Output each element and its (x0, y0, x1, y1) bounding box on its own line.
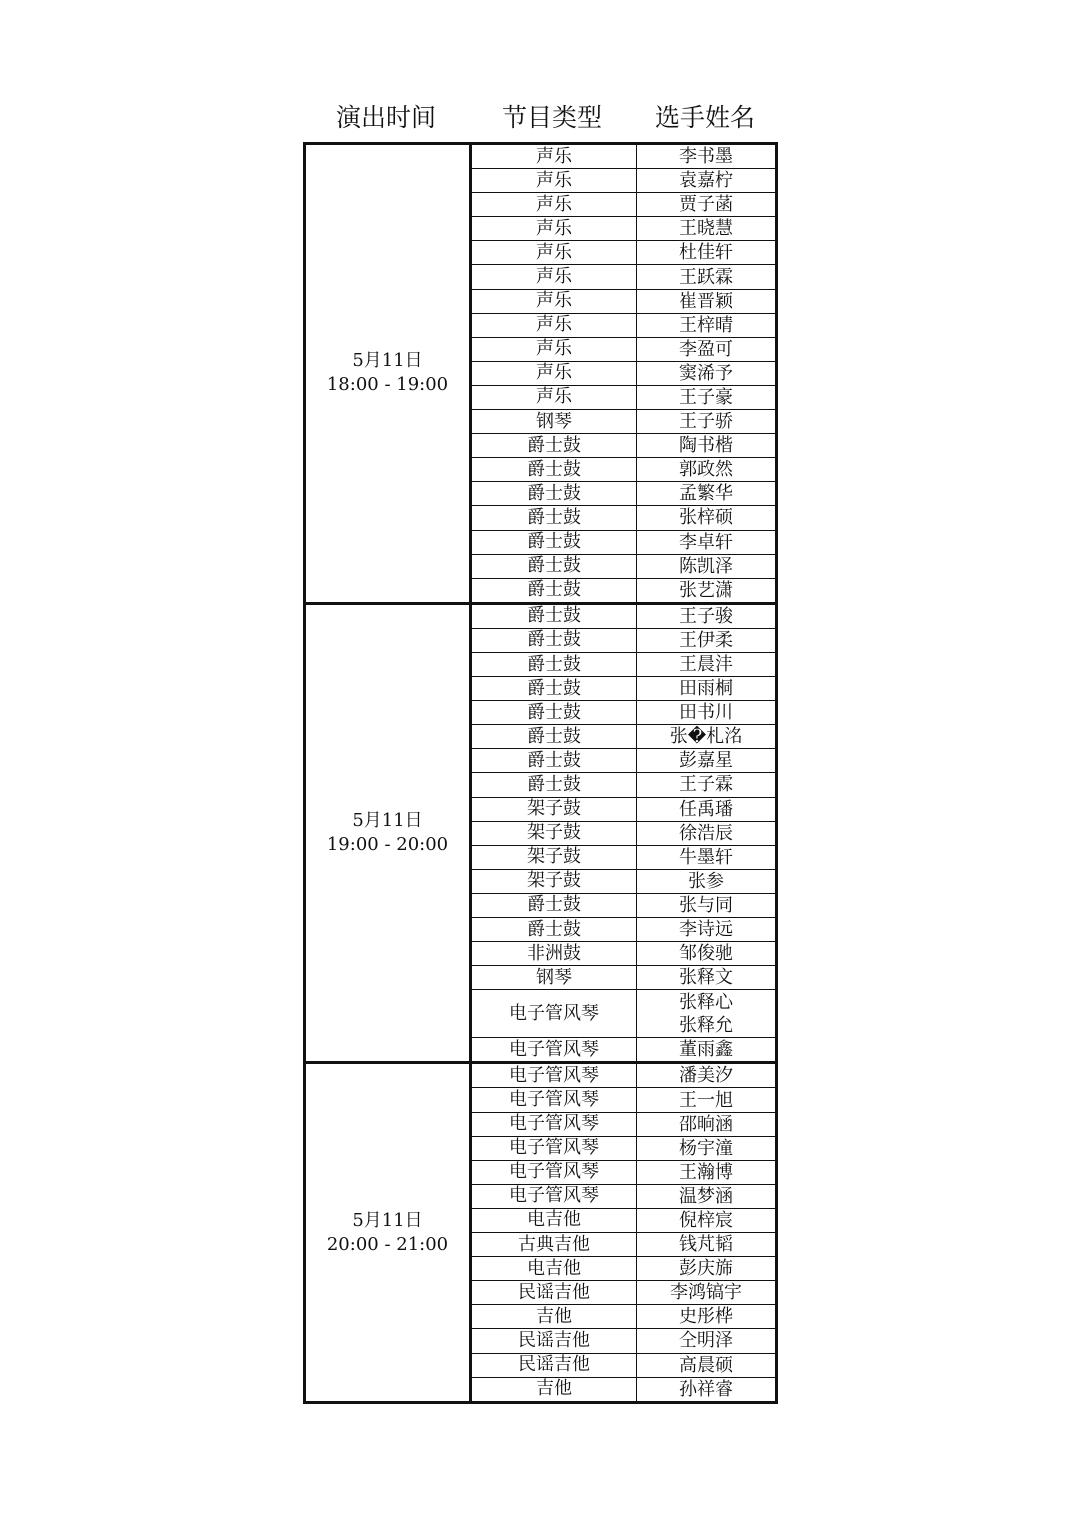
performer-name: 王子骏 (679, 605, 733, 627)
performer-name: 高晨硕 (679, 1354, 733, 1376)
performer-name-cell (637, 1063, 777, 1088)
performer-name: 史彤桦 (679, 1306, 733, 1328)
performer-name-cell (637, 169, 777, 193)
performer-name-cell (637, 530, 777, 554)
performer-name: 张释允 (679, 1014, 733, 1036)
performer-name: 杨宇潼 (679, 1137, 733, 1159)
program-type-cell: 爵士鼓 (471, 701, 637, 725)
performer-name-cell (637, 1038, 777, 1063)
performer-name: 张参 (688, 870, 724, 892)
program-type-cell: 声乐 (471, 193, 637, 217)
header-performer-name: 选手姓名 (654, 103, 755, 132)
program-type-cell: 爵士鼓 (471, 482, 637, 506)
table-row (305, 1063, 777, 1088)
performer-name: 任禹璠 (679, 798, 733, 820)
performer-name: 牛墨轩 (679, 846, 733, 868)
performer-name-cell (637, 1088, 777, 1112)
performer-name-cell (637, 361, 777, 385)
header-performance-time: 演出时间 (335, 103, 436, 132)
performer-name: 李书墨 (679, 146, 733, 168)
performer-name-cell (637, 193, 777, 217)
performer-name-cell (637, 217, 777, 241)
program-type-cell: 爵士鼓 (471, 603, 637, 628)
performer-name-cell (637, 797, 777, 821)
program-type-cell: 声乐 (471, 265, 637, 289)
schedule-table (303, 142, 778, 1404)
program-type-cell: 声乐 (471, 361, 637, 385)
time-slot-date: 5月11日 (352, 350, 423, 372)
performer-name-cell (637, 554, 777, 578)
performer-name: 李鸿镐宇 (670, 1282, 742, 1304)
program-type-cell: 民谣吉他 (471, 1281, 637, 1305)
performer-name: 徐浩辰 (679, 822, 733, 844)
performer-name: 王瀚博 (679, 1161, 733, 1183)
program-type-cell: 电子管风琴 (471, 990, 637, 1038)
program-type-cell: 电子管风琴 (471, 1063, 637, 1088)
program-type-cell: 电子管风琴 (471, 1112, 637, 1136)
performer-name: 温梦涵 (679, 1185, 733, 1207)
performer-name: 彭庆旆 (679, 1258, 733, 1280)
performer-name-cell (637, 1184, 777, 1208)
performer-name: 潘美汐 (679, 1065, 733, 1087)
program-type-cell: 电子管风琴 (471, 1088, 637, 1112)
performer-name-cell (637, 482, 777, 506)
performer-name: 王子霖 (679, 774, 733, 796)
time-slot-cell (305, 603, 471, 1063)
performer-name-cell (637, 265, 777, 289)
performer-name-cell (637, 289, 777, 313)
performer-name-cell (637, 241, 777, 265)
performer-name-cell (637, 893, 777, 917)
table-header (303, 98, 775, 138)
program-type-cell: 架子鼓 (471, 797, 637, 821)
performer-name-cell (637, 410, 777, 434)
performer-name-cell (637, 845, 777, 869)
performer-name: 王子豪 (679, 386, 733, 408)
program-type-cell: 爵士鼓 (471, 773, 637, 797)
performer-name: 张艺潇 (679, 579, 733, 601)
performer-name-cell (637, 701, 777, 725)
performer-name: 张�札洺 (669, 726, 743, 748)
program-type-cell: 声乐 (471, 169, 637, 193)
performer-name-cell (637, 1233, 777, 1257)
performer-name-cell (637, 1208, 777, 1232)
program-type-cell: 爵士鼓 (471, 578, 637, 603)
performer-name: 田雨桐 (679, 678, 733, 700)
performer-name: 崔晋颖 (679, 290, 733, 312)
time-slot-cell (305, 1063, 471, 1402)
performer-name-cell (637, 749, 777, 773)
program-type-cell: 声乐 (471, 144, 637, 169)
program-type-cell: 电子管风琴 (471, 1038, 637, 1063)
performer-name-cell (637, 1377, 777, 1402)
performer-name: 王一旭 (679, 1089, 733, 1111)
performer-name-cell (637, 578, 777, 603)
program-type-cell: 吉他 (471, 1305, 637, 1329)
performer-name: 窦浠予 (679, 362, 733, 384)
program-type-cell: 爵士鼓 (471, 530, 637, 554)
performer-name-cell (637, 337, 777, 361)
time-slot-range: 19:00 - 20:00 (326, 834, 449, 856)
performer-name-cell (637, 628, 777, 652)
performer-name: 王跃霖 (679, 266, 733, 288)
performer-name: 孟繁华 (679, 483, 733, 505)
performer-name-cell (637, 942, 777, 966)
program-type-cell: 架子鼓 (471, 845, 637, 869)
performer-name: 王梓晴 (679, 314, 733, 336)
program-type-cell: 架子鼓 (471, 869, 637, 893)
program-type-cell: 钢琴 (471, 966, 637, 990)
program-type-cell: 电子管风琴 (471, 1136, 637, 1160)
program-type-cell: 爵士鼓 (471, 628, 637, 652)
performer-name-cell (637, 458, 777, 482)
performer-name: 倪梓宸 (679, 1209, 733, 1231)
time-slot-date: 5月11日 (352, 1209, 423, 1231)
performer-name-cell (637, 313, 777, 337)
performer-name: 王子骄 (679, 411, 733, 433)
program-type-cell: 非洲鼓 (471, 942, 637, 966)
performer-name: 田书川 (679, 702, 733, 724)
time-slot-date: 5月11日 (352, 810, 423, 832)
performer-name: 王伊柔 (679, 629, 733, 651)
program-type-cell: 爵士鼓 (471, 677, 637, 701)
program-type-cell: 声乐 (471, 337, 637, 361)
performer-name-cell (637, 603, 777, 628)
performer-name: 邵晌涵 (679, 1113, 733, 1135)
program-type-cell: 吉他 (471, 1377, 637, 1402)
performer-name: 张梓硕 (679, 507, 733, 529)
program-type-cell: 爵士鼓 (471, 554, 637, 578)
performer-name-cell (637, 385, 777, 409)
performer-name: 陶书楷 (679, 435, 733, 457)
table-row (305, 144, 777, 169)
performer-name: 贾子菡 (679, 194, 733, 216)
performer-name-cell (637, 1281, 777, 1305)
performer-name-cell (637, 677, 777, 701)
performer-name: 陈凯泽 (679, 555, 733, 577)
performer-name-cell (637, 506, 777, 530)
program-type-cell: 民谣吉他 (471, 1329, 637, 1353)
performer-name-cell (637, 1112, 777, 1136)
performer-name-cell (637, 869, 777, 893)
performer-name: 王晨沣 (679, 654, 733, 676)
performer-name: 李卓轩 (679, 531, 733, 553)
performer-name-cell (637, 1136, 777, 1160)
program-type-cell: 声乐 (471, 313, 637, 337)
program-type-cell: 电子管风琴 (471, 1184, 637, 1208)
performer-name: 孙祥睿 (679, 1378, 733, 1400)
program-type-cell: 爵士鼓 (471, 458, 637, 482)
table-row (305, 603, 777, 628)
header-program-type: 节目类型 (501, 103, 602, 132)
performer-name: 杜佳轩 (679, 242, 733, 264)
program-type-cell: 爵士鼓 (471, 893, 637, 917)
time-slot-cell (305, 144, 471, 604)
performer-name-cell (637, 1305, 777, 1329)
program-type-cell: 电子管风琴 (471, 1160, 637, 1184)
program-type-cell: 爵士鼓 (471, 506, 637, 530)
performer-name-cell (637, 434, 777, 458)
schedule-body (305, 144, 777, 1403)
program-type-cell: 爵士鼓 (471, 725, 637, 749)
performer-name: 张释心 (679, 991, 733, 1013)
program-type-cell: 钢琴 (471, 410, 637, 434)
program-type-cell: 爵士鼓 (471, 749, 637, 773)
performer-name-cell (637, 652, 777, 676)
program-type-cell: 声乐 (471, 289, 637, 313)
performer-name-cell (637, 725, 777, 749)
performer-name-cell (637, 821, 777, 845)
performer-name-cell (637, 1257, 777, 1281)
performer-name: 王晓慧 (679, 218, 733, 240)
program-type-cell: 架子鼓 (471, 821, 637, 845)
performer-name-cell (637, 773, 777, 797)
time-slot-range: 18:00 - 19:00 (326, 374, 449, 396)
performer-name-cell (637, 1329, 777, 1353)
performer-name: 郭政然 (679, 459, 733, 481)
performer-name-cell (637, 990, 777, 1038)
program-type-cell: 电吉他 (471, 1257, 637, 1281)
program-type-cell: 声乐 (471, 217, 637, 241)
program-type-cell: 爵士鼓 (471, 652, 637, 676)
performer-name: 袁嘉柠 (679, 170, 733, 192)
performer-name: 钱芃韬 (679, 1234, 733, 1256)
performer-name-cell (637, 918, 777, 942)
program-type-cell: 电吉他 (471, 1208, 637, 1232)
performer-name-cell (637, 966, 777, 990)
performer-name-cell (637, 1160, 777, 1184)
performer-name: 李盈可 (679, 338, 733, 360)
program-type-cell: 爵士鼓 (471, 434, 637, 458)
program-type-cell: 声乐 (471, 385, 637, 409)
time-slot-range: 20:00 - 21:00 (326, 1233, 449, 1255)
performer-name-cell (637, 144, 777, 169)
performer-name: 张释文 (679, 967, 733, 989)
performer-name: 张与同 (679, 894, 733, 916)
performer-name: 仝明泽 (679, 1330, 733, 1352)
performer-name-cell (637, 1353, 777, 1377)
program-type-cell: 爵士鼓 (471, 918, 637, 942)
program-type-cell: 古典吉他 (471, 1233, 637, 1257)
program-type-cell: 民谣吉他 (471, 1353, 637, 1377)
performer-name: 彭嘉星 (679, 750, 733, 772)
performer-name: 李诗远 (679, 919, 733, 941)
program-type-cell: 声乐 (471, 241, 637, 265)
performer-name: 董雨鑫 (679, 1039, 733, 1061)
performer-name: 邹俊驰 (679, 943, 733, 965)
